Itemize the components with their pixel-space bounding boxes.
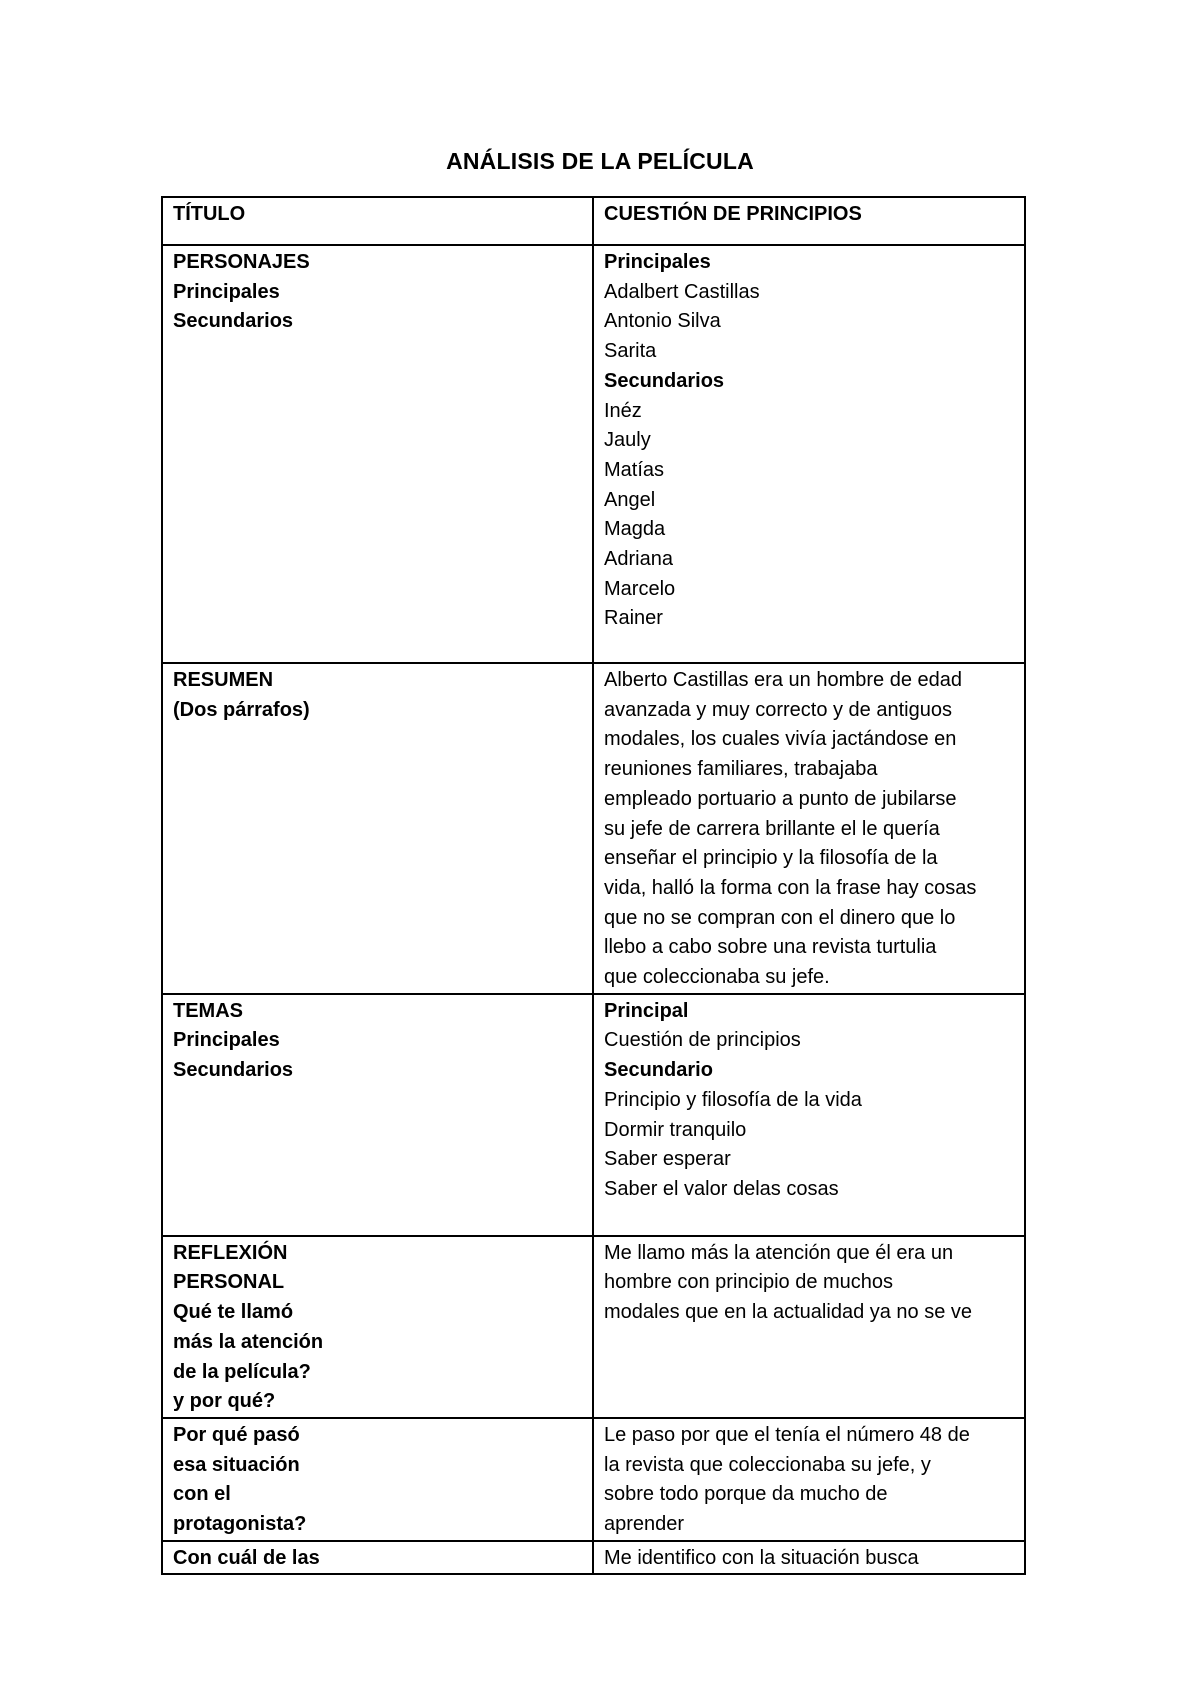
con-cual-label-cell xyxy=(162,1541,593,1575)
character-name: Marcelo xyxy=(604,577,676,600)
theme-item: Cuestión de principios xyxy=(604,1029,801,1052)
table-row-personajes xyxy=(162,245,1025,663)
theme-item: Principio y filosofía de la vida xyxy=(604,1088,862,1111)
character-name: Magda xyxy=(604,518,666,541)
resumen-text-line: avanzada y muy correcto y de antiguos xyxy=(604,698,952,721)
personajes-label-principales: Principales xyxy=(173,280,280,303)
personajes-value-cell xyxy=(593,245,1025,663)
reflexion-text-line: Me llamo más la atención que él era un xyxy=(604,1241,954,1264)
temas-label-cell xyxy=(162,994,593,1236)
character-name: Sarita xyxy=(604,340,657,363)
principales-heading: Principales xyxy=(604,251,711,273)
reflexion-label-line: Qué te llamó xyxy=(173,1301,294,1324)
resumen-text-line: enseñar el principio y la filosofía de la xyxy=(604,847,938,870)
analysis-table xyxy=(161,196,1026,1575)
resumen-label: RESUMEN xyxy=(173,669,274,691)
resumen-text-line: modales, los cuales vivía jactándose en xyxy=(604,728,957,751)
character-name: Jauly xyxy=(604,429,651,452)
personajes-label-secundarios: Secundarios xyxy=(173,310,294,333)
resumen-text-line: reuniones familiares, trabajaba xyxy=(604,758,878,781)
principal-heading: Principal xyxy=(604,999,689,1022)
personajes-label-cell xyxy=(162,245,593,663)
page-title: ANÁLISIS DE LA PELÍCULA xyxy=(446,148,754,174)
table-row-por-que xyxy=(162,1418,1025,1541)
character-name: Antonio Silva xyxy=(604,310,721,333)
por-que-label-cell xyxy=(162,1418,593,1541)
reflexion-label-line: más la atención xyxy=(173,1330,324,1353)
secundario-heading: Secundario xyxy=(604,1059,713,1082)
resumen-text-line: que no se compran con el dinero que lo xyxy=(604,906,956,929)
con-cual-text-line: Me identifico con la situación busca xyxy=(604,1546,919,1569)
character-name: Adriana xyxy=(604,548,673,571)
personajes-label: PERSONAJES xyxy=(173,251,310,273)
por-que-text-line: Le paso por que el tenía el número 48 de xyxy=(604,1423,970,1446)
por-que-text-line: aprender xyxy=(604,1513,685,1536)
theme-item: Dormir tranquilo xyxy=(604,1118,747,1141)
title-label: TÍTULO xyxy=(173,203,246,225)
resumen-value-cell xyxy=(593,663,1025,994)
reflexion-text-line: hombre con principio de muchos xyxy=(604,1271,894,1294)
por-que-value-cell xyxy=(593,1418,1025,1541)
character-name: Inéz xyxy=(604,399,642,422)
theme-item: Saber esperar xyxy=(604,1148,731,1171)
por-que-text-line: sobre todo porque da mucho de xyxy=(604,1483,888,1506)
temas-label-principales: Principales xyxy=(173,1029,280,1052)
resumen-text-line: llebo a cabo sobre una revista turtulia xyxy=(604,936,937,959)
table-row-resumen xyxy=(162,663,1025,994)
character-name: Matías xyxy=(604,458,665,481)
resumen-sublabel: (Dos párrafos) xyxy=(173,698,310,721)
table-row-con-cual xyxy=(162,1541,1025,1575)
reflexion-label-line: de la película? xyxy=(173,1360,311,1383)
table-row-reflexion xyxy=(162,1236,1025,1418)
por-que-label-line: protagonista? xyxy=(173,1513,307,1536)
temas-label: TEMAS xyxy=(173,999,243,1022)
character-name: Adalbert Castillas xyxy=(604,280,760,303)
por-que-label-line: con el xyxy=(173,1483,231,1506)
reflexion-text-line: modales que en la actualidad ya no se ve xyxy=(604,1301,973,1324)
reflexion-label-line: PERSONAL xyxy=(173,1271,285,1294)
reflexion-label-line: REFLEXIÓN xyxy=(173,1241,288,1264)
secundarios-heading: Secundarios xyxy=(604,369,725,392)
table-row-title xyxy=(162,197,1025,245)
con-cual-value-cell xyxy=(593,1541,1025,1575)
con-cual-label-line: Con cuál de las xyxy=(173,1546,320,1569)
reflexion-label-cell xyxy=(162,1236,593,1418)
table-row-temas xyxy=(162,994,1025,1236)
resumen-text-line: empleado portuario a punto de jubilarse xyxy=(604,787,957,810)
theme-item: Saber el valor delas cosas xyxy=(604,1177,839,1200)
reflexion-label-line: y por qué? xyxy=(173,1390,276,1413)
title-label-cell xyxy=(162,197,593,245)
resumen-text-line: vida, halló la forma con la frase hay cosas xyxy=(604,876,977,899)
por-que-label-line: Por qué pasó xyxy=(173,1423,300,1446)
title-value-cell xyxy=(593,197,1025,245)
character-name: Angel xyxy=(604,488,656,511)
resumen-text-line: Alberto Castillas era un hombre de edad xyxy=(604,669,962,691)
temas-label-secundarios: Secundarios xyxy=(173,1059,294,1082)
resumen-text-line: su jefe de carrera brillante el le quería xyxy=(604,817,940,840)
por-que-text-line: la revista que coleccionaba su jefe, y xyxy=(604,1453,931,1476)
reflexion-value-cell xyxy=(593,1236,1025,1418)
temas-value-cell xyxy=(593,994,1025,1236)
resumen-label-cell xyxy=(162,663,593,994)
por-que-label-line: esa situación xyxy=(173,1453,300,1476)
resumen-text-line: que coleccionaba su jefe. xyxy=(604,966,830,989)
character-name: Rainer xyxy=(604,607,663,630)
title-value: CUESTIÓN DE PRINCIPIOS xyxy=(604,203,862,225)
